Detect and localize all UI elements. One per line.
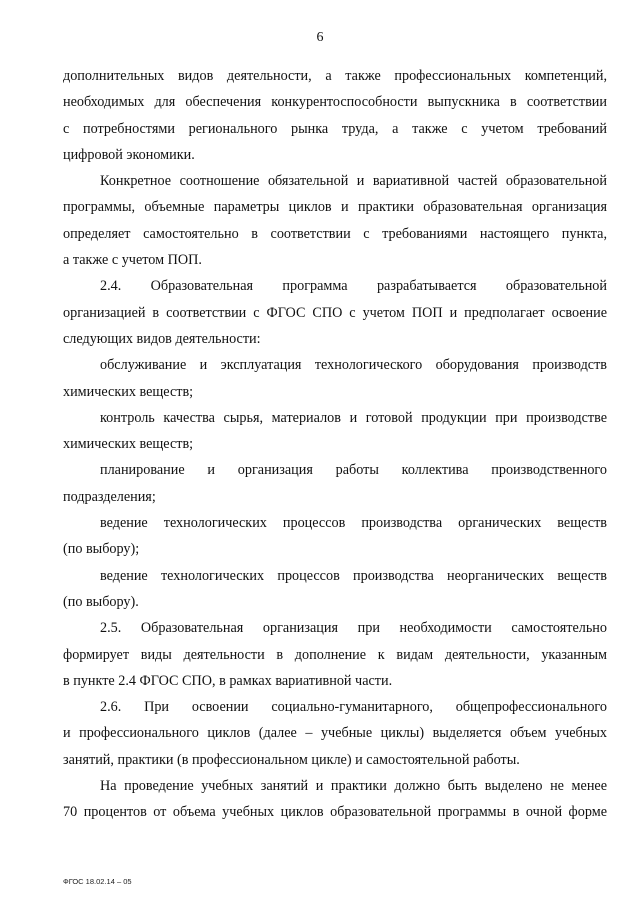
body-line: 2.4. Образовательная программа разрабатывается образовательной (100, 278, 607, 295)
body-line: 2.5. Образовательная организация при необходимости самостоятельно (100, 620, 607, 637)
body-line: планирование и организация работы коллектива производственного (100, 462, 607, 479)
document-body (63, 63, 607, 826)
body-line: формирует виды деятельности в дополнение к видам деятельности, указанным (63, 646, 607, 663)
body-line: цифровой экономики. (63, 146, 195, 163)
body-line: занятий, практики (в профессиональном цикле) и самостоятельной работы. (63, 751, 520, 768)
body-line: обслуживание и эксплуатация технологического оборудования производств (100, 357, 607, 374)
body-line: химических веществ; (63, 436, 194, 453)
body-line: 2.6. При освоении социально-гуманитарного, общепрофессионального (100, 699, 607, 716)
body-line: необходимых для обеспечения конкурентоспособности выпускника в соответствии (63, 94, 607, 111)
body-line: определяет самостоятельно в соответствии с требованиями настоящего пункта, (63, 225, 607, 242)
body-line: программы, объемные параметры циклов и практики образовательная организация (63, 199, 607, 216)
body-line: дополнительных видов деятельности, а также профессиональных компетенций, (63, 68, 607, 84)
body-line: (по выбору). (63, 593, 139, 610)
body-line: с потребностями регионального рынка труда, а также с учетом требований (63, 120, 607, 137)
body-line: ведение технологических процессов производства органических веществ (100, 515, 607, 532)
body-line: в пункте 2.4 ФГОС СПО, в рамках вариативной части. (63, 672, 393, 689)
body-line: химических веществ; (63, 383, 194, 400)
body-line: ведение технологических процессов производства неорганических веществ (100, 567, 607, 584)
body-line: Конкретное соотношение обязательной и вариативной частей образовательной (100, 173, 607, 190)
body-line: На проведение учебных занятий и практики должно быть выделено не менее (100, 778, 607, 795)
body-line: (по выбору); (63, 541, 140, 558)
body-line: и профессионального циклов (далее – учебные циклы) выделяется объем учебных (63, 725, 607, 742)
page-number: 6 (316, 30, 324, 45)
body-line: следующих видов деятельности: (63, 330, 261, 347)
body-line: организацией в соответствии с ФГОС СПО с учетом ПОП и предполагает освоение (63, 304, 607, 321)
body-line: 70 процентов от объема учебных циклов образовательной программы в очной форме (63, 804, 607, 821)
body-line: подразделения; (63, 488, 156, 505)
body-line: контроль качества сырья, материалов и готовой продукции при производстве (100, 409, 607, 426)
document-footer-code: ФГОС 18.02.14 – 05 (63, 877, 132, 886)
body-line: а также с учетом ПОП. (63, 252, 202, 269)
